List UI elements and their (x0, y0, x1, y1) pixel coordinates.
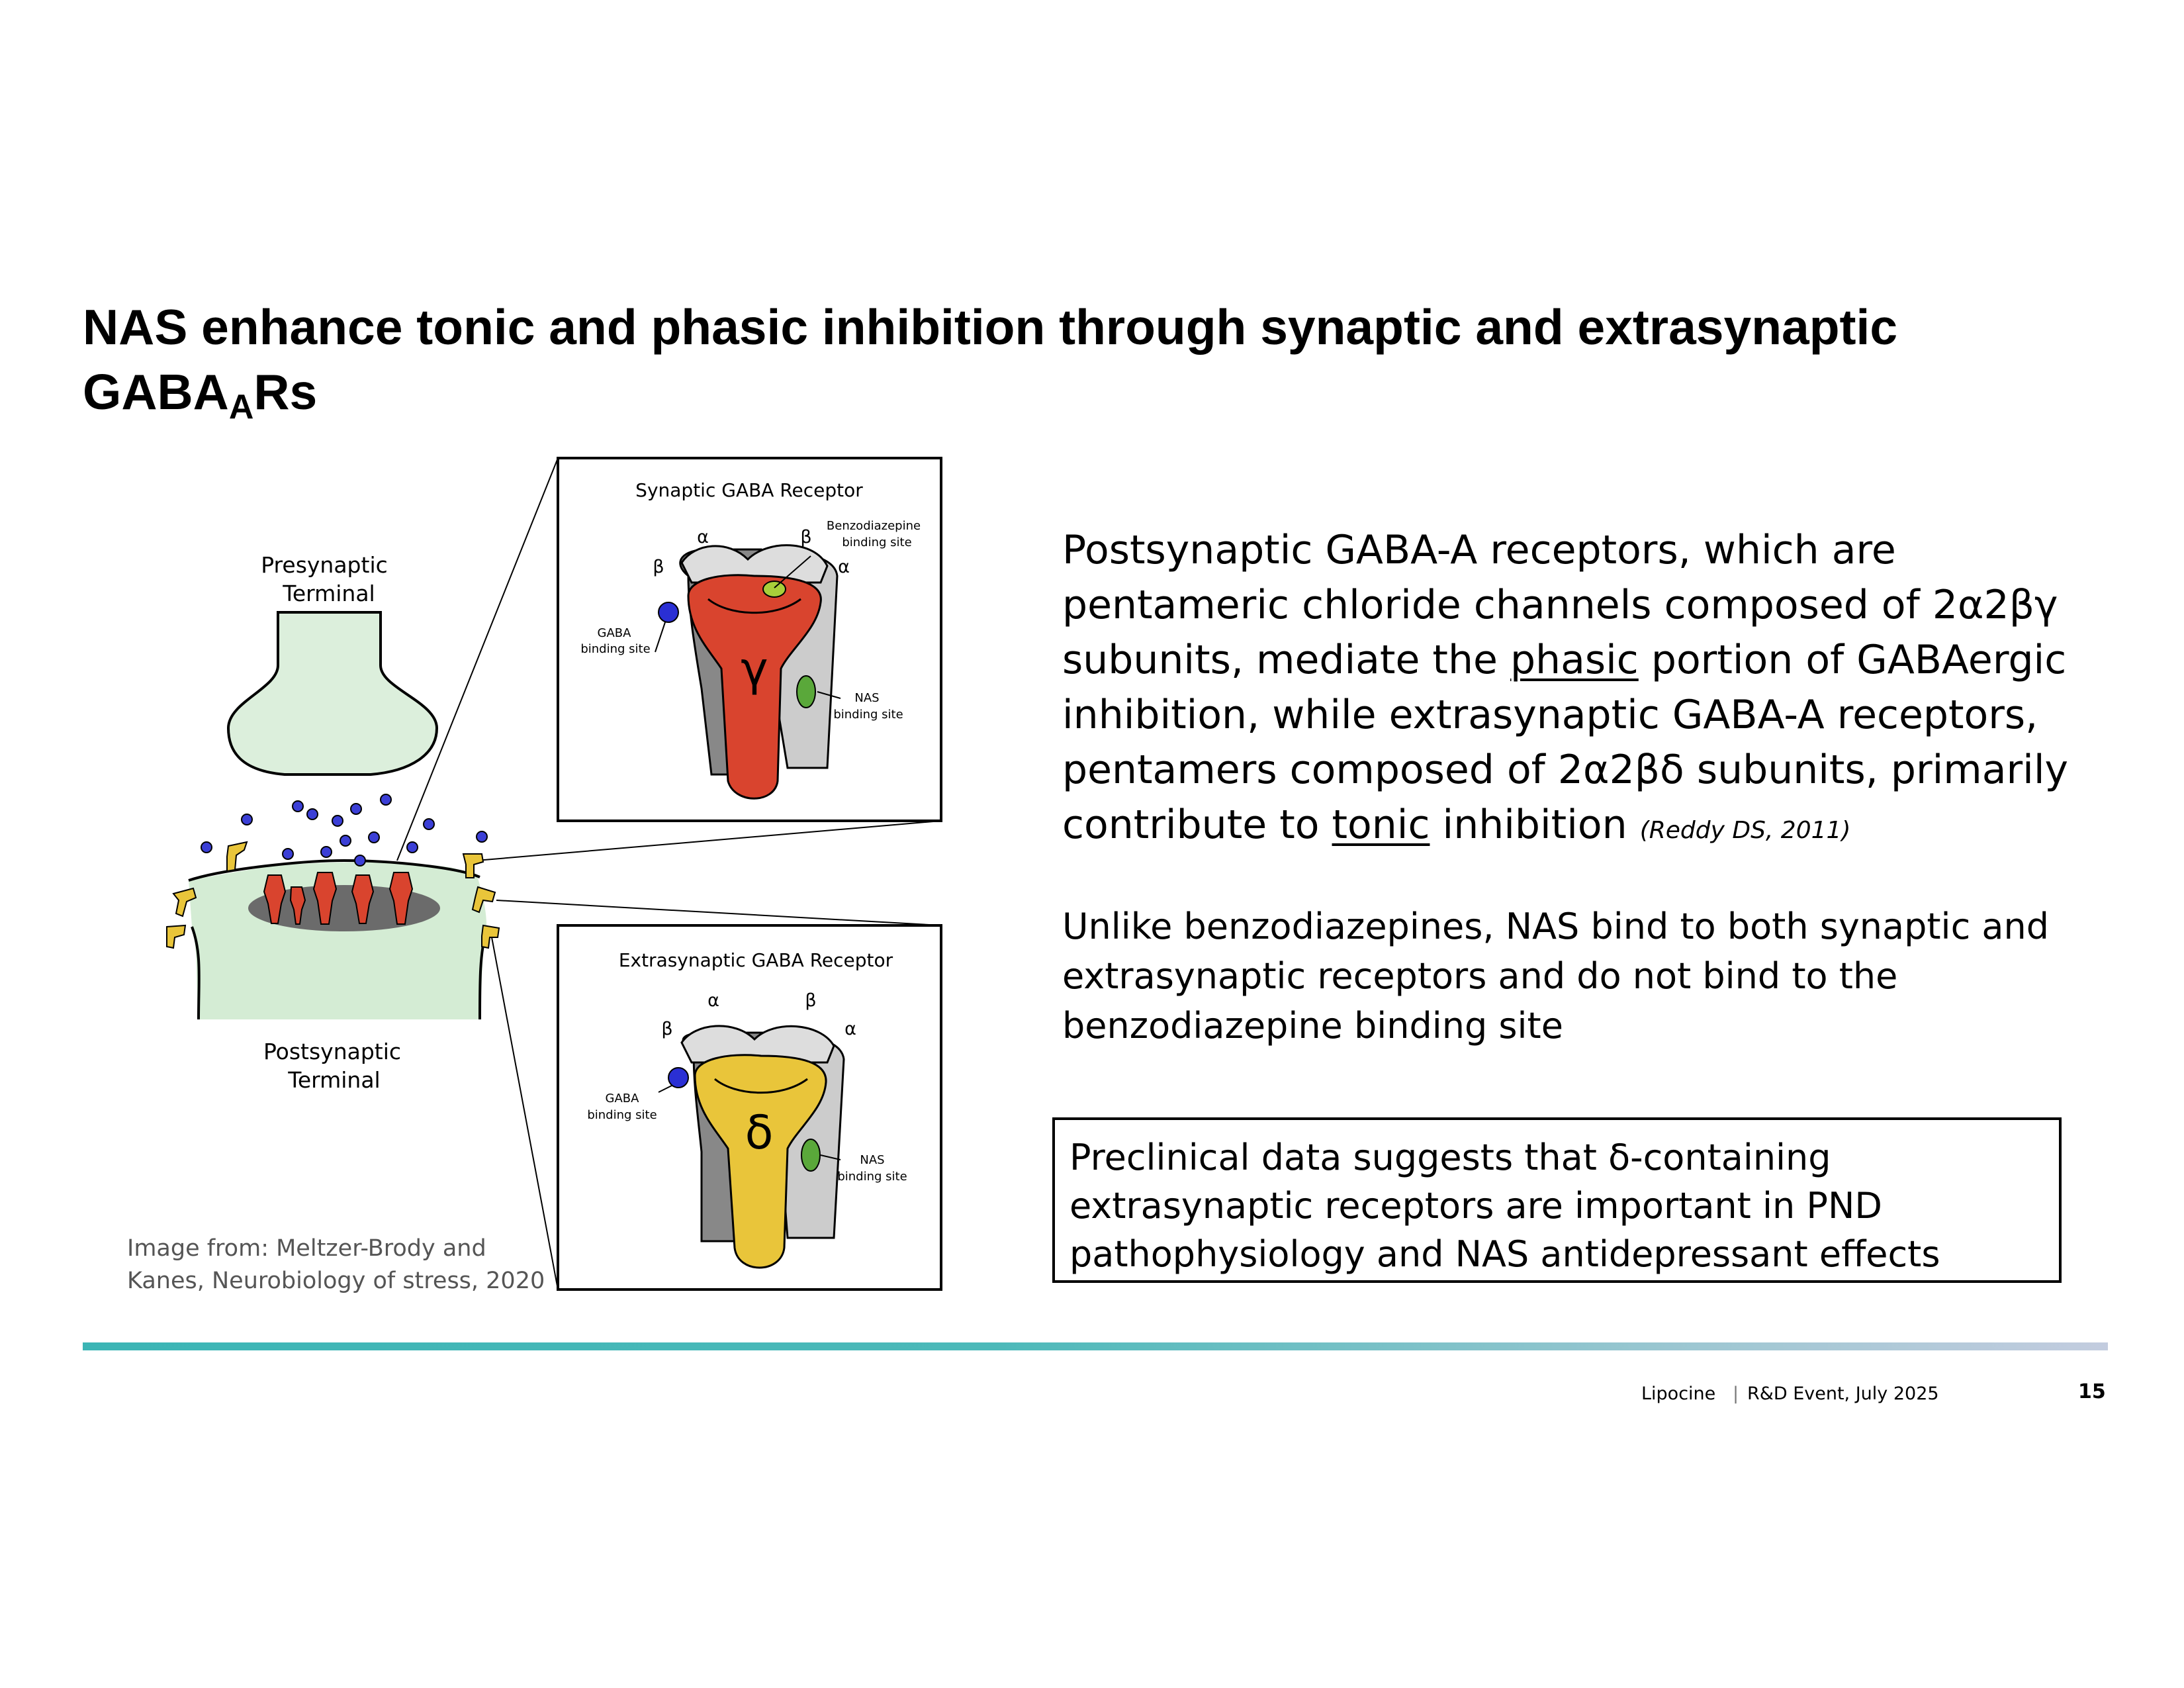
footer-brand: Lipocine (1641, 1383, 1716, 1404)
presynaptic-label-2: Terminal (283, 581, 375, 606)
extrasynaptic-alpha-2: α (844, 1019, 856, 1039)
footer-separator: | (1733, 1383, 1739, 1404)
extrasynaptic-gaba-label-2: binding site (587, 1108, 657, 1122)
synaptic-beta-2: β (800, 527, 812, 547)
gaba-molecules (201, 794, 487, 866)
synaptic-alpha-2: α (838, 557, 850, 577)
nas-vs-benzodiazepine-text: Unlike benzodiazepines, NAS bind to both synaptic and extrasynaptic receptors and do not bind to the benzodiazepine binding site (1062, 906, 2050, 1047)
delta-subunit-label: δ (745, 1105, 774, 1160)
presynaptic-terminal (228, 612, 437, 774)
postsynaptic-label-1: Postsynaptic (263, 1039, 402, 1064)
extrasynaptic-alpha-1: α (707, 990, 719, 1011)
synaptic-nas-label-2: binding site (833, 708, 903, 722)
synaptic-alpha-1: α (697, 527, 709, 547)
phasic-term: phasic (1510, 637, 1639, 683)
postsynaptic-label-2: Terminal (288, 1067, 381, 1093)
presynaptic-label-1: Presynaptic (261, 552, 388, 578)
benzo-label-2: binding site (842, 536, 912, 549)
footer-event: R&D Event, July 2025 (1747, 1383, 1939, 1404)
extrasynaptic-receptor-title: Extrasynaptic GABA Receptor (618, 949, 893, 971)
synaptic-beta-1: β (653, 557, 664, 577)
synaptic-nas-label-1: NAS (854, 691, 880, 705)
extrasynaptic-beta-1: β (661, 1019, 673, 1039)
extrasynaptic-nas-label-1: NAS (860, 1153, 885, 1167)
synaptic-gaba-label-2: binding site (580, 642, 651, 656)
preclinical-callout-box: Preclinical data suggests that δ-containing extrasynaptic receptors are important in PND pathophysiology and NAS antidepressant effects (1052, 1117, 2062, 1283)
benzo-label-1: Benzodiazepine (826, 519, 921, 533)
gamma-subunit-label: γ (741, 642, 768, 696)
receptor-description: Postsynaptic GABA-A receptors, which are pentameric chloride channels composed of 2α2βγ subunits, mediate the phasic portion of GABAergic inhibition, while extrasynaptic GABA-A receptors, pentamers composed of 2α2βδ subunits, primarily contribute to tonic inhibition (Reddy DS, 2011) (1062, 527, 2069, 848)
slide-title: NAS enhance tonic and phasic inhibition through synaptic and extrasynaptic $GABA_ARs$ (83, 299, 1898, 426)
page-number: 15 (2078, 1380, 2106, 1403)
footer-divider (83, 1342, 2108, 1350)
synaptic-gaba-label-1: GABA (597, 626, 631, 640)
extrasynaptic-nas-label-2: binding site (837, 1170, 907, 1184)
image-credit: Image from: Meltzer-Brody and Kanes, Neurobiology of stress, 2020 (127, 1235, 545, 1294)
synaptic-receptor-title: Synaptic GABA Receptor (635, 479, 863, 501)
extrasynaptic-gaba-label-1: GABA (605, 1092, 639, 1105)
citation: (Reddy DS, 2011) (1639, 817, 1851, 844)
tonic-term: tonic (1332, 802, 1430, 848)
extrasynaptic-beta-2: β (805, 990, 817, 1011)
